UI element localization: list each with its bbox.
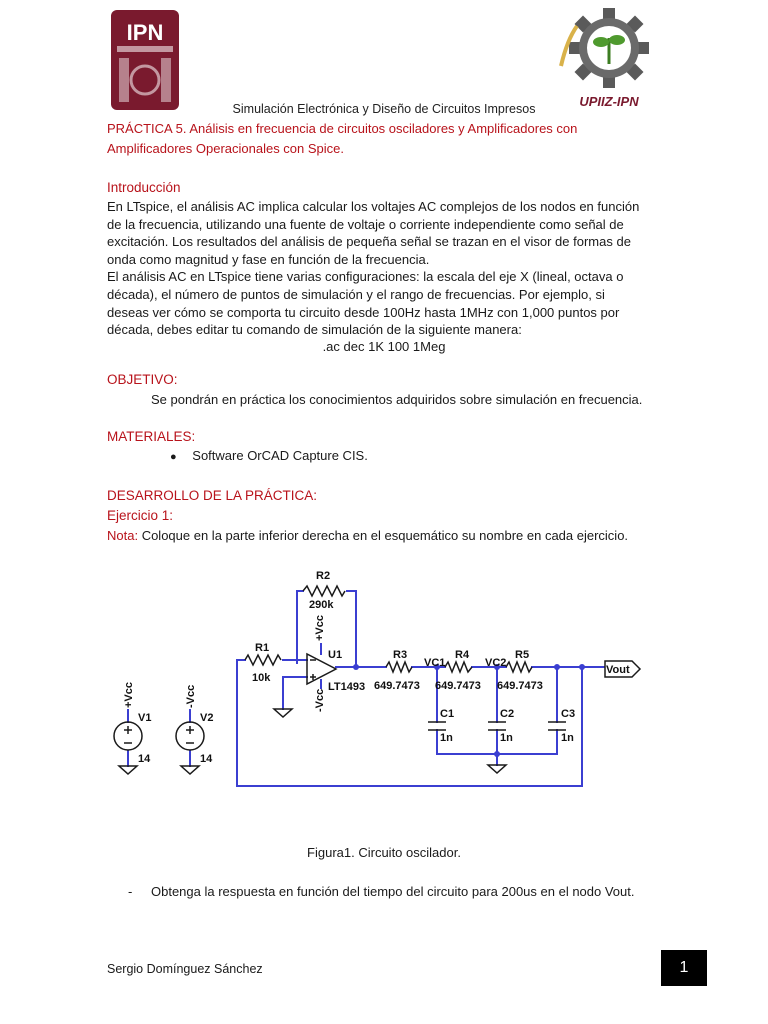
- vout-label: Vout: [606, 664, 630, 676]
- task-dash: -: [128, 884, 133, 899]
- text-line: década, debes editar tu comando de simulación de la siguiente manera:: [107, 322, 522, 338]
- r3-name: R3: [393, 649, 408, 661]
- ground-icon: [274, 709, 292, 717]
- c3-name: C3: [561, 708, 576, 720]
- note-label: Nota:: [107, 528, 139, 543]
- text-line: excitación. Los resultados del análisis de pequeña señal se trazan en el visor de formas de: [107, 234, 631, 250]
- development-heading: DESARROLLO DE LA PRÁCTICA:: [107, 488, 318, 503]
- c1-name: C1: [440, 708, 455, 720]
- c1-value: 1n: [440, 732, 453, 744]
- text-line: década), el número de puntos de simulación y el rango de frecuencias. Por ejemplo, si: [107, 286, 605, 302]
- v2-name: V2: [200, 712, 214, 724]
- r1-value: 10k: [252, 672, 271, 684]
- u1-model: LT1493: [328, 681, 366, 693]
- ground-icon: [181, 766, 199, 774]
- v1-name: V1: [138, 712, 152, 724]
- r5-name: R5: [515, 649, 530, 661]
- c2-value: 1n: [500, 732, 513, 744]
- v2-value: 14: [200, 753, 213, 765]
- ground-icon: [119, 766, 137, 774]
- r4-resistor: [445, 662, 472, 672]
- page-number: 1: [661, 950, 707, 986]
- r4-name: R4: [455, 649, 470, 661]
- opamp-vcc-neg: -Vcc: [314, 688, 326, 712]
- note-text: Coloque en la parte inferior derecha en el esquemático su nombre en cada ejercicio.: [138, 528, 629, 543]
- u1-name: U1: [328, 649, 343, 661]
- opamp-vcc-pos: +Vcc: [314, 615, 326, 641]
- svg-text:IPN: IPN: [126, 20, 164, 45]
- v2-node: -Vcc: [185, 684, 197, 708]
- intro-paragraph-1: [107, 198, 667, 339]
- materials-item: [170, 448, 368, 463]
- oscillator-schematic: [100, 560, 660, 800]
- objective-text: Se pondrán en práctica los conocimientos adquiridos sobre simulación en frecuencia.: [151, 392, 643, 407]
- ac-command: .ac dec 1K 100 1Meg: [322, 339, 446, 354]
- task-text: Obtenga la respuesta en función del tiempo del circuito para 200us en el nodo Vout.: [151, 884, 635, 899]
- footer-author: Sergio Domínguez Sánchez: [107, 962, 263, 976]
- ipn-logo: [107, 6, 183, 114]
- text-line: onda como magnitud y fase en función de la frecuencia.: [107, 251, 430, 267]
- r1-name: R1: [255, 642, 270, 654]
- node-vc2: VC2: [485, 657, 507, 669]
- text-line: El análisis AC en LTspice tiene varias configuraciones: la escala del eje X (lineal, octava o: [107, 269, 624, 285]
- svg-text:UPIIZ-IPN: UPIIZ-IPN: [579, 94, 639, 109]
- bullet-icon: ●: [170, 451, 177, 463]
- r2-name: R2: [316, 570, 331, 582]
- note-line: [107, 528, 628, 543]
- r5-resistor: [506, 662, 532, 672]
- schematic-svg: [100, 560, 660, 800]
- materials-heading: MATERIALES:: [107, 429, 196, 444]
- r5-value: 649.7473: [497, 680, 543, 692]
- text-line: deseas ver cómo se comporta tu circuito desde 100Hz hasta 1MHz con 1,000 puntos por: [107, 304, 620, 320]
- r2-value: 290k: [309, 599, 334, 611]
- v1-value: 14: [138, 753, 151, 765]
- r4-value: 649.7473: [435, 680, 481, 692]
- exercise-heading: Ejercicio 1:: [107, 508, 174, 523]
- r3-value: 649.7473: [374, 680, 420, 692]
- ground-icon: [488, 765, 506, 773]
- practice-title-line2: Amplificadores Operacionales con Spice.: [107, 141, 345, 156]
- figure-caption: Figura1. Circuito oscilador.: [307, 845, 461, 860]
- course-title: Simulación Electrónica y Diseño de Circuitos Impresos: [232, 102, 536, 116]
- r2-resistor: [303, 586, 345, 596]
- materials-item-label: Software OrCAD Capture CIS.: [192, 448, 368, 463]
- practice-title-line1: PRÁCTICA 5. Análisis en frecuencia de circuitos osciladores y Amplificadores con: [107, 121, 578, 136]
- c2-name: C2: [500, 708, 515, 720]
- objective-heading: OBJETIVO:: [107, 372, 178, 387]
- r1-resistor: [245, 655, 281, 665]
- r3-resistor: [386, 662, 412, 672]
- c3-value: 1n: [561, 732, 574, 744]
- v1-node: +Vcc: [123, 682, 135, 708]
- text-line: de la frecuencia, utilizando una fuente de voltaje o corriente independiente como señal de: [107, 216, 624, 232]
- text-line: En LTspice, el análisis AC implica calcular los voltajes AC complejos de los nodos en función: [107, 199, 640, 214]
- intro-heading: Introducción: [107, 180, 181, 195]
- node-vc1: VC1: [424, 657, 446, 669]
- upiiz-logo: [553, 6, 663, 110]
